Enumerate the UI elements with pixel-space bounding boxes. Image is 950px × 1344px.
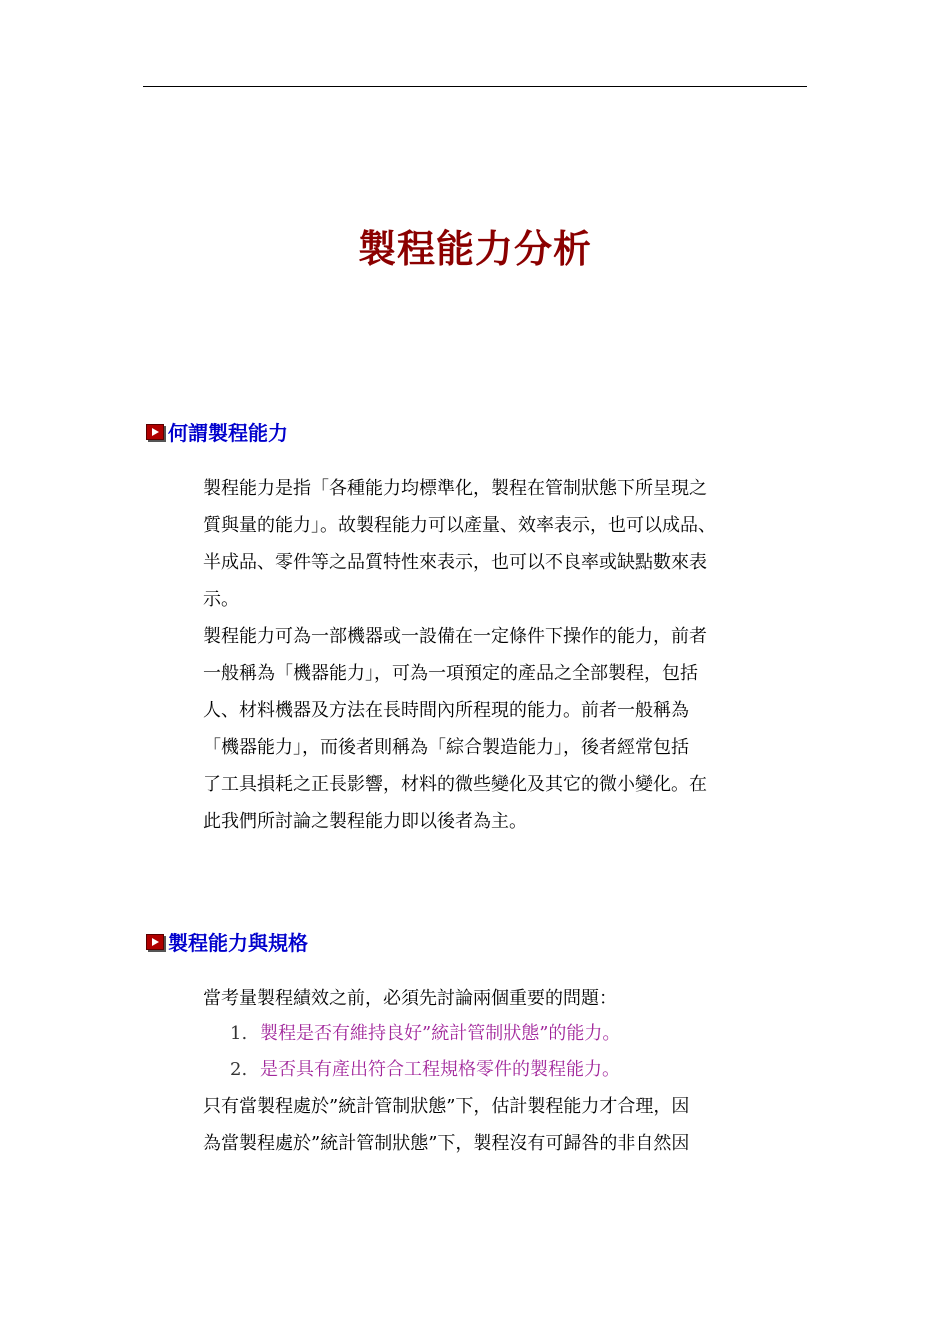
top-rule xyxy=(143,86,807,87)
body-line: 一般稱為「機器能力」，可為一項預定的產品之全部製程，包括 xyxy=(203,663,698,684)
section1-heading-text: 何謂製程能力 xyxy=(168,421,288,445)
body-line: 為當製程處於”統計管制狀態”下，製程沒有可歸咎的非自然因 xyxy=(203,1133,690,1154)
body-line: 質與量的能力」。故製程能力可以產量、效率表示，也可以成品、 xyxy=(203,515,716,536)
body-line: 製程能力是指「各種能力均標準化，製程在管制狀態下所呈現之 xyxy=(203,478,707,499)
play-bullet-icon xyxy=(146,424,164,440)
list-item-text: 是否具有產出符合工程規格零件的製程能力。 xyxy=(260,1059,620,1080)
body-line: 示。 xyxy=(203,589,239,610)
play-bullet-icon xyxy=(146,934,164,950)
list-item-number: 1. xyxy=(230,1023,248,1044)
body-line: 當考量製程績效之前，必須先討論兩個重要的問題： xyxy=(203,988,617,1009)
section2-body xyxy=(203,1088,763,1162)
body-line: 半成品、零件等之品質特性來表示，也可以不良率或缺點數來表 xyxy=(203,552,707,573)
section1-heading xyxy=(146,417,288,446)
body-line: 人、材料機器及方法在長時間內所程現的能力。前者一般稱為 xyxy=(203,700,689,721)
section2-intro xyxy=(203,980,763,1017)
body-line: 製程能力可為一部機器或一設備在一定條件下操作的能力，前者 xyxy=(203,626,707,647)
section2-heading xyxy=(146,927,308,956)
list-item-text: 製程是否有維持良好”統計管制狀態”的能力。 xyxy=(260,1023,621,1044)
body-line: 了工具損耗之正長影響，材料的微些變化及其它的微小變化。在 xyxy=(203,774,707,795)
document-title: 製程能力分析 xyxy=(357,227,592,271)
list-item xyxy=(230,1016,620,1052)
list-item xyxy=(230,1052,620,1088)
body-line: 只有當製程處於”統計管制狀態”下，估計製程能力才合理，因 xyxy=(203,1096,690,1117)
requirements-list xyxy=(230,1016,620,1088)
section2-heading-text: 製程能力與規格 xyxy=(168,931,308,955)
list-item-number: 2. xyxy=(230,1059,248,1080)
body-line: 此我們所討論之製程能力即以後者為主。 xyxy=(203,811,527,832)
section1-body xyxy=(203,470,763,840)
body-line: 「機器能力」，而後者則稱為「綜合製造能力」，後者經常包括 xyxy=(203,737,689,758)
